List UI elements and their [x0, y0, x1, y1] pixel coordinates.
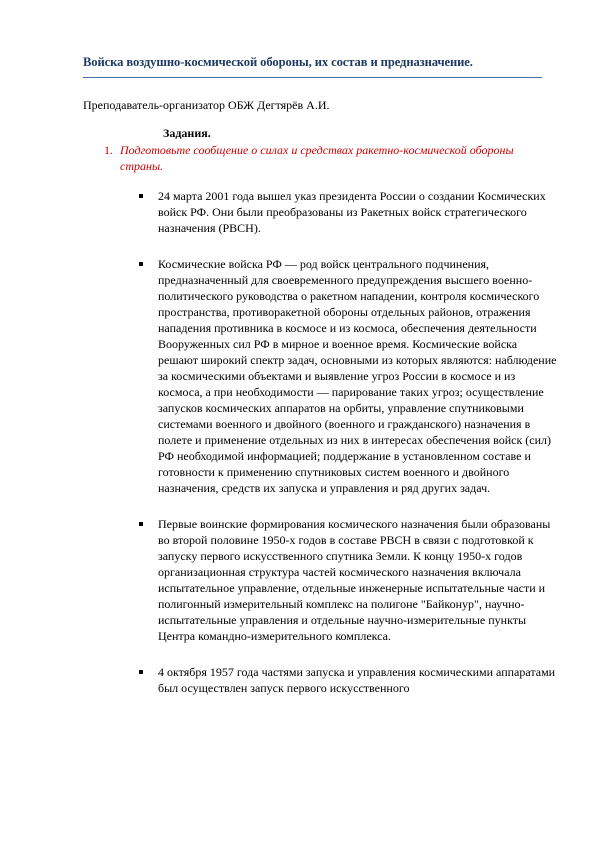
- bullet-text: Космические войска РФ — род войск центрального подчинения, предназначенный для своевременного предупреждения высшего военно-политического руководства о ракетном нападении, контроля космического пространства, противоракетной обороны отдельных районов, отражения нападения противника в космосе и из космоса, обеспечения деятельности Вооруженных сил РФ в мирное и военное время. Космические войска решают широкий спектр задач, основными из которых являются: наблюдение за космическими объектами и выявление угроз России в космосе и из космоса, а при необходимости — парирование таких угроз; осуществление запусков космических аппаратов на орбиты, управление спутниковыми системами военного и двойного (военного и гражданского) назначения в полете и применение отдельных из них в интересах обеспечения войск (сил) РФ необходимой информацией; поддержание в установленном составе и готовности к применению спутниковых систем военного и двойного назначения, средств их запуска и управления и ряд других задач.: [158, 257, 557, 495]
- task-item: [104, 142, 544, 174]
- bullet-list: [139, 188, 559, 716]
- title-underline: [83, 77, 542, 78]
- square-bullet-icon: [139, 262, 143, 266]
- square-bullet-icon: [139, 194, 143, 198]
- bullet-text: 4 октября 1957 года частями запуска и управления космическими аппаратами был осуществлен запуск первого искусственного: [158, 665, 556, 695]
- bullet-text: 24 марта 2001 года вышел указ президента России о создании Космических войск РФ. Они были преобразованы из Ракетных войск стратегического назначения (РВСН).: [158, 189, 546, 235]
- list-item: [139, 188, 559, 236]
- document-title: Войска воздушно-космической обороны, их состав и предназначение.: [83, 55, 473, 69]
- task-number: 1.: [104, 143, 113, 157]
- list-item: [139, 516, 559, 644]
- list-item: [139, 664, 559, 696]
- bullet-text: Первые воинские формирования космического назначения были образованы во второй половине 1950-х годов в составе РВСН в связи с подготовкой к запуску первого искусственного спутника Земли. К концу 1950-х годов организационная структура частей космического назначения включала испытательное управление, отдельные инженерные испытательные части и полигонный измерительный комплекс на полигоне "Байконур", научно-испытательные управления и отдельные научно-измерительные пункты Центра командно-измерительного комплекса.: [158, 517, 551, 643]
- teacher-line: Преподаватель-организатор ОБЖ Дегтярёв А.И.: [83, 98, 330, 112]
- task-heading: Задания.: [163, 126, 211, 140]
- list-item: [139, 256, 559, 496]
- task-text: Подготовьте сообщение о силах и средствах ракетно-космической обороны страны.: [120, 143, 514, 173]
- square-bullet-icon: [139, 670, 143, 674]
- square-bullet-icon: [139, 522, 143, 526]
